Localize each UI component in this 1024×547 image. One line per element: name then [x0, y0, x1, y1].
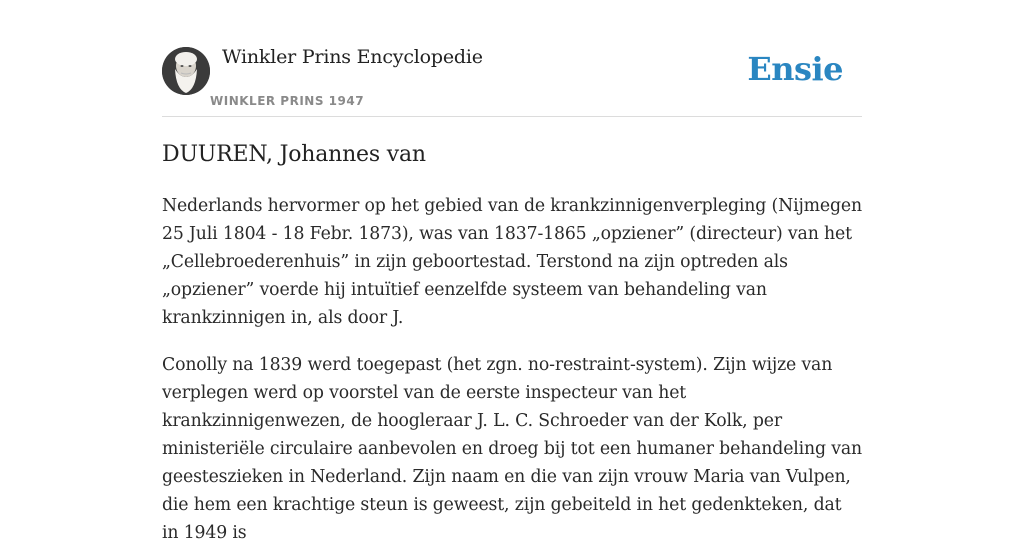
article-paragraph: Nederlands hervormer op het gebied van de krankzinnigenverpleging (Nijmegen 25 Juli 1804 - 18 Febr. 1873), was van 1837-1865 „opziener” (directeur) van het „Cellebroederenhuis” in zijn geboortestad. Terstond na zijn optreden als „opziener” voerde hij intuïtief eenzelfde systeem van behandeling van krankzinnigen in, als door J.	[162, 196, 862, 328]
article-paragraph: Conolly na 1839 werd toegepast (het zgn. no-restraint-system). Zijn wijze van verplegen werd op voorstel van de eerste inspecteur van het krankzinnigenwezen, de hoogleraar J. L. C. Schroeder van der Kolk, per ministeriële circulaire aanbevolen en droeg bij tot een humaner behandeling van geesteszieken in Nederland. Zijn naam en die van zijn vrouw Maria van Vulpen, die hem een krachtige steun is geweest, zijn gebeiteld in het gedenkteken, dat in 1949 is	[162, 355, 863, 543]
publication-title[interactable]: Winkler Prins Encyclopedie	[222, 46, 483, 68]
brand-logo[interactable]: Ensie	[747, 50, 843, 88]
article	[162, 138, 862, 547]
site-header	[162, 44, 862, 117]
avatar[interactable]	[162, 47, 210, 95]
publication-subtitle: WINKLER PRINS 1947	[210, 94, 365, 108]
article-title: DUUREN, Johannes van	[162, 142, 426, 167]
bearded-man-portrait-icon	[162, 47, 210, 95]
